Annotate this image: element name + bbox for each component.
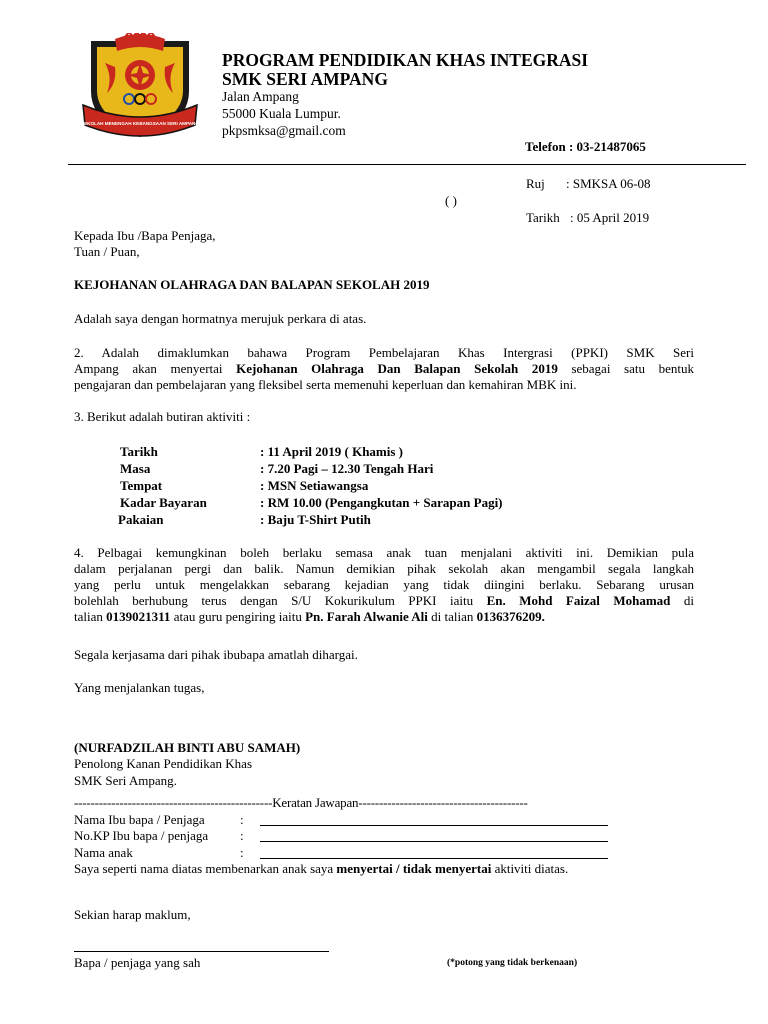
paragraph-4-line-1: 4. Pelbagai kemungkinan boleh berlaku semasa anak tuan menjalani aktiviti ini. Demikian pula	[74, 545, 694, 560]
form-closing: Sekian harap maklum,	[74, 907, 191, 922]
parent-ic-field[interactable]	[260, 841, 608, 842]
paragraph-4-line-2: dalam perjalanan pergi dan balik. Namun demikian pihak sekolah akan mengambil segala langkah	[74, 561, 694, 576]
coordinator-name: En. Mohd Faizal Mohamad	[486, 593, 671, 608]
parent-ic-label: No.KP Ibu bapa / penjaga	[74, 828, 209, 843]
detail-row	[118, 494, 503, 511]
child-name-colon: :	[240, 845, 244, 860]
paragraph-4-line-3: yang perlu untuk mengelakkan sebarang kejadian yang tidak diingini berlaku. Sebarang urusan	[74, 577, 694, 592]
address-line-2: 55000 Kuala Lumpur.	[222, 106, 341, 121]
address-line-1: Jalan Ampang	[222, 89, 299, 104]
detail-row	[118, 477, 503, 494]
paragraph-4-line-4: bolehlah berhubung terus dengan S/U Kokurikulum PPKI iaitu En. Mohd Faizal Mohamad di	[74, 593, 694, 608]
detail-label: Tempat	[120, 478, 163, 493]
paragraph-2	[74, 345, 694, 393]
consent-statement: Saya seperti nama diatas membenarkan anak saya menyertai / tidak menyertai aktiviti diatas.	[74, 861, 569, 876]
greeting-recipient: Kepada Ibu /Bapa Penjaga,	[74, 228, 216, 243]
paragraph-5: Segala kerjasama dari pihak ibubapa amatlah dihargai.	[74, 647, 358, 662]
paragraph-4-line-5: talian 0139021311 atau guru pengiring iaitu Pn. Farah Alwanie Ali di talian 0136376209.	[74, 609, 545, 624]
logo-banner-text: SEKOLAH MENENGAH KEBANGSAAN SERI AMPANG	[81, 121, 199, 126]
closing-line: Yang menjalankan tugas,	[74, 680, 205, 695]
activity-details	[118, 443, 503, 528]
paragraph-1: Adalah saya dengan hormatnya merujuk perkara di atas.	[74, 311, 367, 326]
detail-row	[118, 460, 503, 477]
detail-label: Tarikh	[120, 444, 158, 459]
detail-label: Kadar Bayaran	[120, 495, 207, 510]
detail-row	[118, 443, 503, 460]
tarikh-label: Tarikh	[526, 210, 560, 225]
ruj-label: Ruj	[526, 176, 545, 191]
greeting-salutation: Tuan / Puan,	[74, 244, 140, 259]
paragraph-3: 3. Berikut adalah butiran aktiviti :	[74, 409, 251, 424]
detail-row	[118, 511, 503, 528]
child-name-field[interactable]	[260, 858, 608, 859]
detail-label: Masa	[120, 461, 151, 476]
parent-name-label: Nama Ibu bapa / Penjaga	[74, 812, 205, 827]
letter-subject: KEJOHANAN OLAHRAGA DAN BALAPAN SEKOLAH 2019	[74, 277, 430, 292]
detail-value: : RM 10.00 (Pengangkutan + Sarapan Pagi)	[260, 495, 503, 510]
signature-label: Bapa / penjaga yang sah	[74, 955, 201, 970]
event-name: Kejohanan Olahraga Dan Balapan Sekolah 2019	[236, 361, 558, 376]
paragraph-2-line-1: 2. Adalah dimaklumkan bahawa Program Pembelajaran Khas Intergrasi (PPKI) SMK Seri	[74, 345, 694, 360]
parent-name-field[interactable]	[260, 825, 608, 826]
strike-out-note: (*potong yang tidak berkenaan)	[447, 958, 578, 968]
paragraph-2-line-3: pengajaran dan pembelajaran yang fleksibel serta memenuhi keperluan dan kemahiran MBK ini.	[74, 377, 577, 392]
signer-school: SMK Seri Ampang.	[74, 773, 177, 788]
child-name-label: Nama anak	[74, 845, 133, 860]
ruj-value: : SMKSA 06-08	[566, 176, 651, 191]
phone-number: Telefon : 03-21487065	[525, 139, 646, 154]
header-divider	[68, 164, 746, 165]
school-logo	[77, 33, 203, 141]
parent-name-colon: :	[240, 812, 244, 827]
paragraph-4	[74, 545, 694, 625]
email-address: pkpsmksa@gmail.com	[222, 123, 346, 138]
tarikh-value: : 05 April 2019	[570, 210, 650, 225]
signer-name: (NURFADZILAH BINTI ABU SAMAH)	[74, 740, 301, 755]
consent-options: menyertai / tidak menyertai	[336, 861, 492, 876]
detail-label: Pakaian	[118, 512, 164, 527]
reply-slip-cutline: ------------------------------------------------Keratan Jawapan-----------------------------------------	[74, 795, 528, 810]
reference-brackets: ( )	[445, 193, 457, 208]
detail-value: : 11 April 2019 ( Khamis )	[260, 444, 404, 459]
escort-teacher-phone: 0136376209.	[476, 609, 545, 624]
detail-value: : 7.20 Pagi – 12.30 Tengah Hari	[260, 461, 434, 476]
signer-position: Penolong Kanan Pendidikan Khas	[74, 756, 253, 771]
escort-teacher-name: Pn. Farah Alwanie Ali	[305, 609, 428, 624]
detail-value: : MSN Setiawangsa	[260, 478, 369, 493]
letterhead-title: PROGRAM PENDIDIKAN KHAS INTEGRASI	[222, 50, 589, 70]
letterhead-school-name: SMK SERI AMPANG	[222, 69, 388, 89]
coordinator-phone: 0139021311	[106, 609, 171, 624]
signature-line[interactable]	[74, 951, 329, 952]
paragraph-2-line-2: Ampang akan menyertai Kejohanan Olahraga Dan Balapan Sekolah 2019 sebagai satu bentuk	[74, 361, 694, 376]
parent-ic-colon: :	[240, 828, 244, 843]
detail-value: : Baju T-Shirt Putih	[260, 512, 371, 527]
